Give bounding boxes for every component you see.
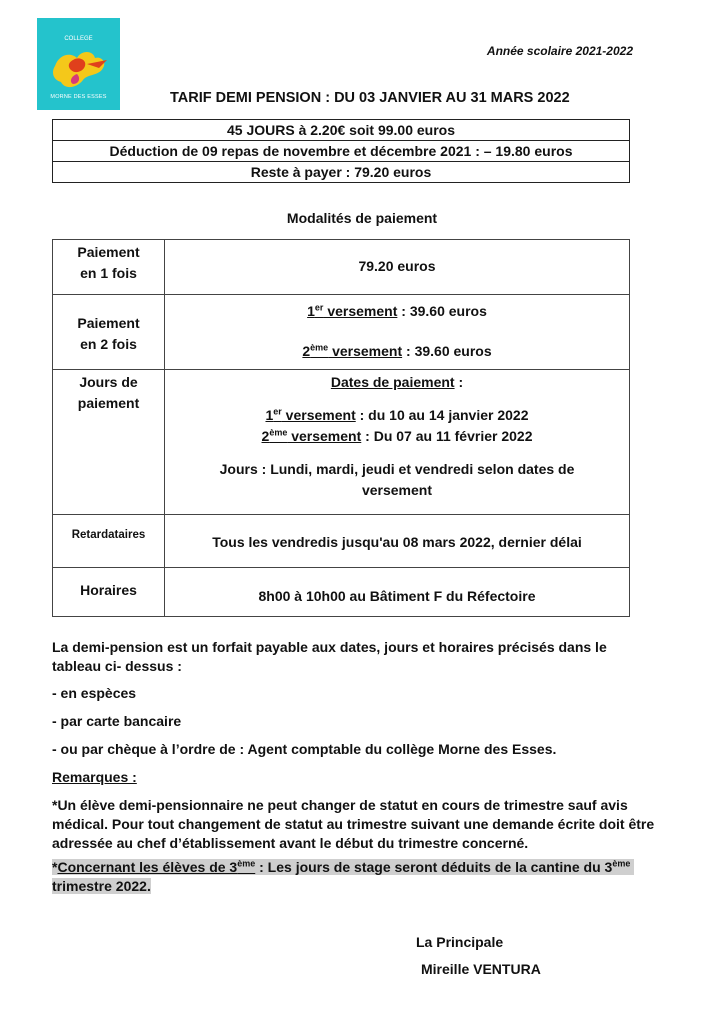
first-instalment: 1er versement : 39.60 euros [307, 302, 487, 319]
payment-modes-heading: Modalités de paiement [286, 210, 438, 226]
summary-days: 45 JOURS à 2.20€ soit 99.00 euros [53, 120, 630, 141]
payment-weekdays: Jours : Lundi, mardi, jeudi et vendredi selon dates de versement [219, 461, 575, 498]
summary-table [52, 119, 630, 183]
label-two-payments: Paiement en 2 fois [53, 295, 165, 370]
school-year: Année scolaire 2021-2022 [486, 44, 633, 58]
row-hours [53, 568, 630, 617]
payment-method-card: - par carte bancaire [52, 713, 182, 729]
signature-role: La Principale [416, 934, 504, 950]
payment-method-cash: - en espèces [52, 685, 137, 701]
first-instalment-dates: 1er versement : du 10 au 14 janvier 2022 [265, 406, 529, 423]
value-payment-days [165, 370, 630, 515]
row-payment-days [53, 370, 630, 515]
summary-deduction: Déduction de 09 repas de novembre et décembre 2021 : – 19.80 euros [53, 141, 630, 162]
third-year-note: *Concernant les élèves de 3ème : Les jours de stage seront déduits de la cantine du 3ème trimestre 2022. [52, 858, 674, 896]
label-latecomers: Retardataires [53, 515, 165, 568]
logo-morne-text: MORNE DES ESSES [50, 94, 107, 100]
remarks-heading: Remarques : [52, 769, 137, 785]
row-latecomers [53, 515, 630, 568]
label-hours: Horaires [53, 568, 165, 617]
value-hours: 8h00 à 10h00 au Bâtiment F du Réfectoire [165, 568, 630, 617]
summary-remaining: Reste à payer : 79.20 euros [53, 162, 630, 183]
row-two-payments [53, 295, 630, 370]
value-latecomers: Tous les vendredis jusqu'au 08 mars 2022, dernier délai [165, 515, 630, 568]
payment-method-cheque: - ou par chèque à l’ordre de : Agent comptable du collège Morne des Esses. [52, 741, 557, 757]
signature-name: Mireille VENTURA [421, 961, 541, 977]
page-title: TARIF DEMI PENSION : DU 03 JANVIER AU 31 MARS 2022 [170, 90, 570, 106]
intro-paragraph: La demi-pension est un forfait payable aux dates, jours et horaires précisés dans le tableau ci- dessus : [52, 639, 607, 674]
value-two-payments [165, 295, 630, 370]
remarks-paragraph: *Un élève demi-pensionnaire ne peut changer de statut en cours de trimestre sauf avis médical. Pour tout changement de statut au trimestre suivant une demande écrite doit être adressée au chef d’établissement avant le début du trimestre concerné. [52, 797, 655, 851]
second-instalment: 2ème versement : 39.60 euros [302, 342, 492, 359]
label-payment-days: Jours de paiement [53, 370, 165, 515]
dates-heading: Dates de paiement : [330, 374, 464, 390]
payment-modes-table [52, 239, 630, 617]
label-one-payment: Paiement en 1 fois [53, 240, 165, 295]
value-one-payment: 79.20 euros [165, 240, 630, 295]
logo-college-text: COLLEGE [64, 36, 93, 42]
logo-island-icon [47, 44, 111, 96]
row-one-payment [53, 240, 630, 295]
second-instalment-dates: 2ème versement : Du 07 au 11 février 2022 [261, 427, 533, 444]
college-logo [37, 18, 120, 110]
